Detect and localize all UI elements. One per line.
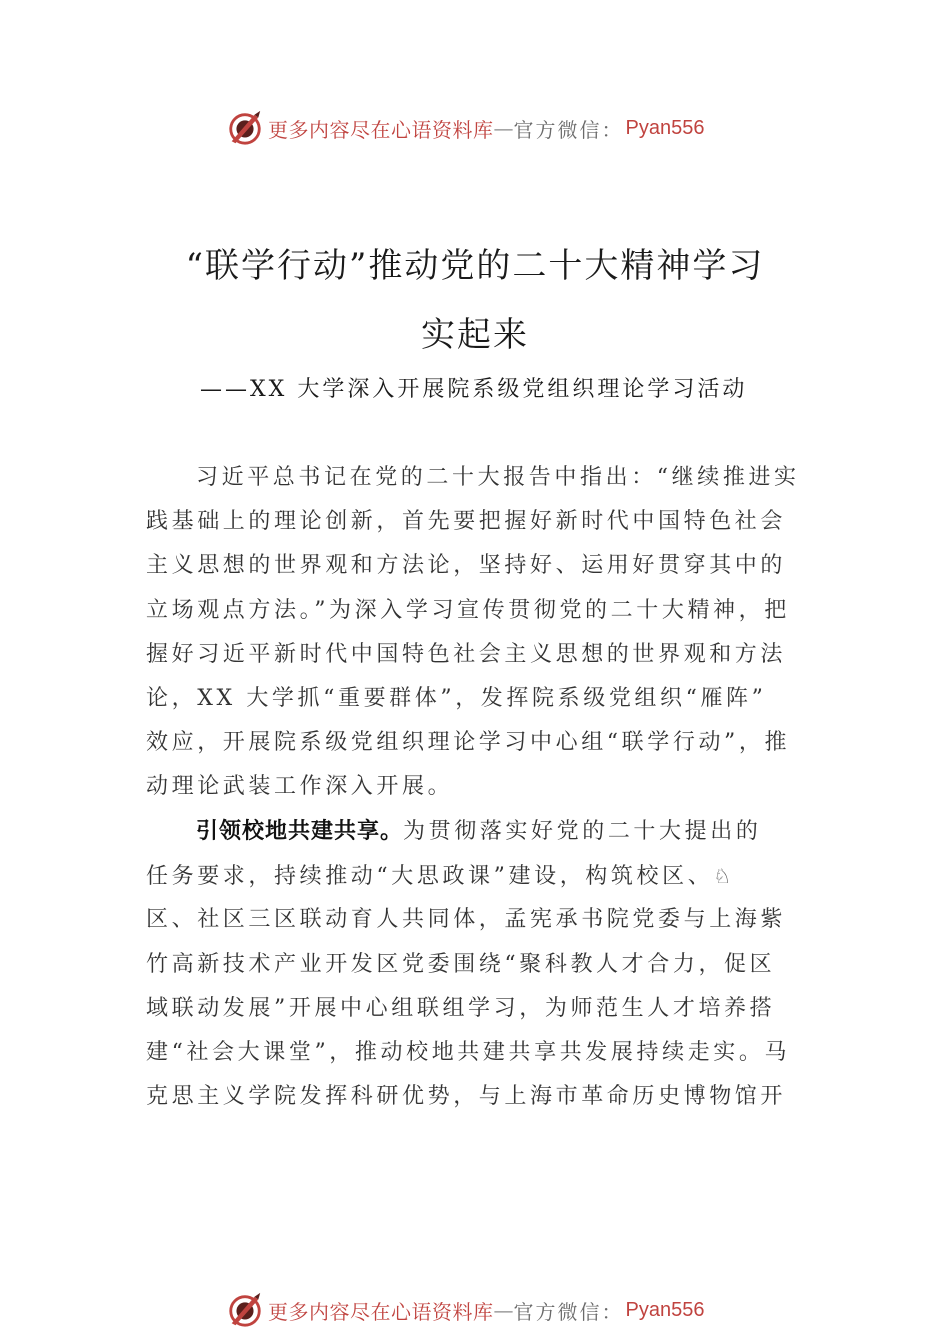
banner-dash: — <box>493 116 514 140</box>
paragraph-2 <box>146 810 796 1119</box>
paragraph-1-line: 效应，开展院系级党组织理论学习中心组“联学行动”，推 <box>146 730 791 756</box>
banner-wechat-id: Pyan556 <box>625 1298 705 1321</box>
paragraph-2-first-rest: 为贯彻落实好党的二十大提出的 <box>403 819 762 844</box>
paragraph-2-line-text: 任务要求，持续推动“大思政课”建设，构筑校区、 <box>146 864 714 890</box>
banner-wechat-id: Pyan556 <box>625 116 705 139</box>
paragraph-1-line: 握好习近平新时代中国特色社会主义思想的世界观和方法 <box>146 641 787 667</box>
banner-wechat-label: 官方微信： <box>513 117 624 142</box>
paragraph-2-line <box>146 854 796 898</box>
banner-dash: — <box>493 1298 514 1322</box>
document-title-line1: “联学行动”推动党的二十大精神学习 <box>185 246 765 286</box>
paragraph-2-line: 竹高新技术产业开发区党委围绕“聚科教人才合力，促区 <box>146 951 776 977</box>
paragraph-1 <box>146 456 800 810</box>
paragraph-2-line: 区、社区三区联动育人共同体，孟宪承书院党委与上海紫 <box>146 907 787 933</box>
paragraph-1-line: 论，XX 大学抓“重要群体”，发挥院系级党组织“雁阵” <box>146 685 767 711</box>
paragraph-1-line: 主义思想的世界观和方法论，坚持好、运用好贯穿其中的 <box>146 553 787 579</box>
banner-text: 更多内容尽在心语资料库 <box>268 117 494 142</box>
pen-logo-icon <box>226 1291 264 1329</box>
document-subtitle: ——XX 大学深入开展院系级党组织理论学习活动 <box>200 377 748 402</box>
pen-logo-icon <box>226 109 264 147</box>
document-title-line2: 实起来 <box>421 315 529 355</box>
paragraph-2-line: 建“社会大课堂”，推动校地共建共享共发展持续走实。马 <box>146 1039 791 1065</box>
paragraph-2-first-line <box>146 810 796 854</box>
banner-wechat-label: 官方微信： <box>513 1299 624 1324</box>
banner-text: 更多内容尽在心语资料库 <box>268 1299 494 1324</box>
footer-watermark-banner <box>0 1290 950 1330</box>
paragraph-1-line: 践基础上的理论创新，首先要把握好新时代中国特色社会 <box>146 509 787 535</box>
paragraph-1-line: 习近平总书记在党的二十大报告中指出：“继续推进实 <box>196 465 800 490</box>
paragraph-2-line: 域联动发展”开展中心组联组学习，为师范生人才培养搭 <box>146 995 776 1021</box>
paragraph-1-line: 立场观点方法。”为深入学习宣传贯彻党的二十大精神，把 <box>146 597 790 623</box>
paragraph-1-line: 动理论武装工作深入开展。 <box>146 774 454 800</box>
paragraph-2-line: 克思主义学院发挥科研优势，与上海市革命历史博物馆开 <box>146 1084 787 1110</box>
scan-mark-glyph: ♘ <box>713 864 735 889</box>
header-watermark-banner <box>0 108 950 148</box>
paragraph-2-heading: 引领校地共建共享。 <box>196 819 404 844</box>
